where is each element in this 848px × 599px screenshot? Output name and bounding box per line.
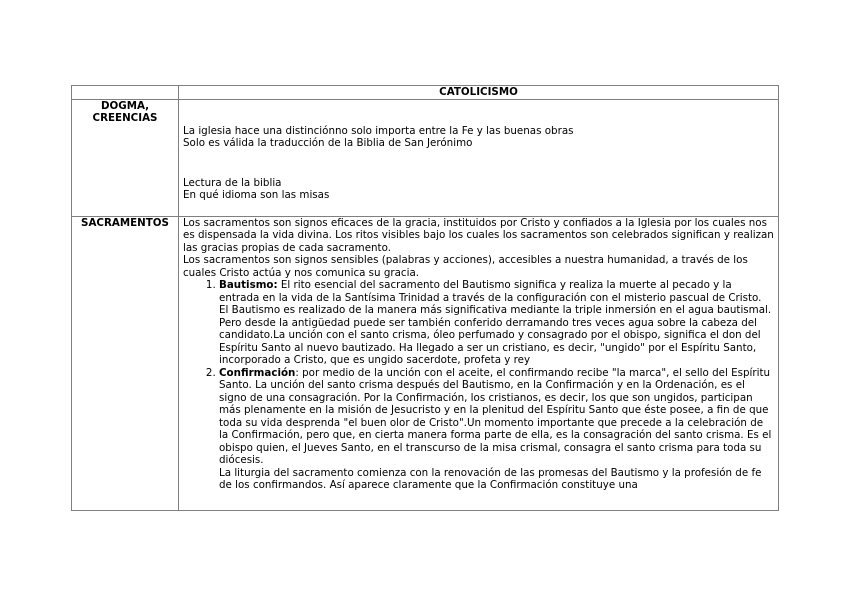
text-confirmacion: : por medio de la unción con el aceite, el confirmando recibe "la marca", el sello del Espíritu Santo. La unción del santo crisma después del Bautismo, en la Confirmación y en la Ordenación, es el signo de una consagración. Por la Confirmación, los cristianos, es decir, los que son ungidos, participan más plenamente en la misión de Jesucristo y en la plenitud del Espíritu Santo que éste posee, a fin de que toda su vida desprenda "el buen olor de Cristo".Un momento importante que precede a la celebración de la Confirmación, pero que, en cierta manera forma parte de ella, es la consagración del santo crisma. Es el obispo quien, el Jueves Santo, en el transcurso de la misa crismal, consagra el santo crisma para toda su diócesis. <box>219 366 772 466</box>
term-confirmacion: Confirmación <box>219 366 296 379</box>
dogma-line: Lectura de la biblia <box>183 176 282 189</box>
sacramentos-content-cell <box>179 216 779 510</box>
term-bautismo: Bautismo: <box>219 279 278 291</box>
dogma-content-cell <box>179 99 779 216</box>
text-bautismo: El rito esencial del sacramento del Bautismo significa y realiza la muerte al pecado y la entrada en la vida de la Santísima Trinidad a través de la configuración con el misterio pascual de Cristo. El Bautismo es realizado de la manera más significativa mediante la triple inmersión en el agua bautismal. Pero desde la antigüedad puede ser también conferido derramando tres veces agua sobre la cabeza del candidato.La unción con el santo crisma, óleo perfumado y consagrado por el obispo, significa el don del Espíritu Santo al nuevo bautizado. Ha llegado a ser un cristiano, es decir, "ungido" por el Espíritu Santo, incorporado a Cristo, que es ungido sacerdote, profeta y rey <box>219 279 772 366</box>
sacramentos-intro-2: Los sacramentos son signos sensibles (palabras y acciones), accesibles a nuestra humanidad, a través de los cuales Cristo actúa y nos comunica su gracia. <box>183 254 748 279</box>
dogma-line: Solo es válida la traducción de la Biblia de San Jerónimo <box>183 137 473 149</box>
header-empty-cell <box>72 86 179 100</box>
table-row-sacramentos <box>72 216 779 510</box>
table-row-dogma <box>72 99 779 216</box>
sacramentos-list <box>183 279 774 492</box>
dogma-line: En qué idioma son las misas <box>183 189 330 201</box>
list-item-bautismo <box>219 279 774 367</box>
text-confirmacion-extra: La liturgia del sacramento comienza con la renovación de las promesas del Bautismo y la profesión de fe de los confirmandos. Así aparece claramente que la Confirmación constituye una <box>219 466 762 491</box>
table-header-row <box>72 86 779 100</box>
dogma-line: La iglesia hace una distinciónno solo importa entre la Fe y las buenas obras <box>183 124 574 137</box>
sacramentos-intro-1: Los sacramentos son signos eficaces de la gracia, instituidos por Cristo y confiados a la Iglesia por los cuales nos es dispensada la vida divina. Los ritos visibles bajo los cuales los sacramentos son celebrados significan y realizan las gracias propias de cada sacramento. <box>183 216 774 254</box>
row-label-dogma-text: DOGMA, CREENCIAS <box>92 99 158 124</box>
comparison-table <box>71 85 779 511</box>
row-label-dogma <box>72 99 179 216</box>
header-title-cell: CATOLICISMO <box>179 86 779 100</box>
row-label-sacramentos: SACRAMENTOS <box>72 216 179 510</box>
list-item-confirmacion <box>219 367 774 492</box>
